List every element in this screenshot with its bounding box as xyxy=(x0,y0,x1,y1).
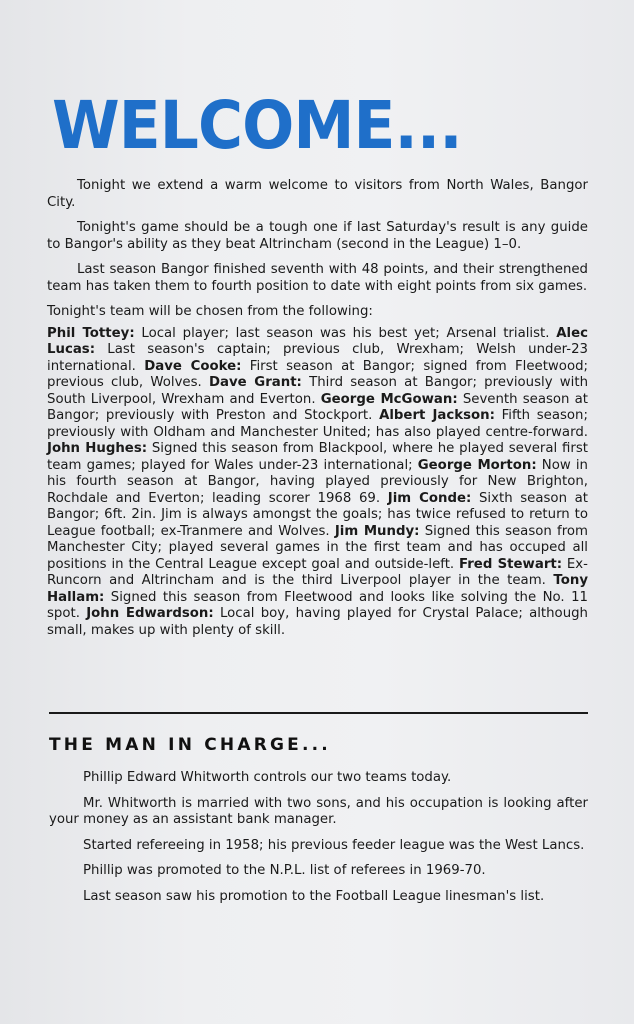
man-in-charge-section xyxy=(49,770,588,914)
welcome-paragraph: Last season Bangor finished seventh with 48 points, and their strengthened team has taken them to fourth position to date with eight points from six games. xyxy=(47,262,588,294)
player-name: John Hughes: xyxy=(47,441,148,456)
player-entry xyxy=(47,606,588,638)
referee-paragraph: Phillip was promoted to the N.P.L. list of referees in 1969-70. xyxy=(83,863,486,878)
player-name: Fred Stewart: xyxy=(459,556,563,572)
player-name: Phil Tottey: xyxy=(47,325,135,341)
player-list xyxy=(47,326,588,640)
player-name: Albert Jackson: xyxy=(379,408,495,423)
player-notes: Signed this season from Manchester City; played several games in the first team and has occuped all positions in the Central League except goal and outside-left. xyxy=(47,523,588,572)
player-notes: Signed this season from Blackpool, where he played several first team games; played for Wales under-23 international; xyxy=(47,441,588,473)
player-name: Jim Conde: xyxy=(387,490,472,506)
team-intro: Tonight's team will be chosen from the following: xyxy=(47,304,373,319)
player-notes: Seventh season at Bangor; previously with Preston and Stockport. xyxy=(47,391,588,423)
player-notes: Fifth season; previously with Oldham and Manchester United; has also played centre-forward. xyxy=(47,408,588,440)
welcome-section xyxy=(47,178,588,648)
player-name: Tony Hallam: xyxy=(47,573,588,605)
player-notes: First season at Bangor; signed from Fleetwood; previous club, Wolves. xyxy=(47,358,588,390)
player-notes: Third season at Bangor; previously with South Liverpool, Wrexham and Everton. xyxy=(47,375,589,407)
player-notes: Sixth season at Bangor; 6ft. 2in. Jim is always amongst the goals; has twice refused to return to League football; ex-Tranmere and Wolves. xyxy=(47,490,588,539)
player-notes: Local player; last season was his best yet; Arsenal trialist. xyxy=(134,325,557,341)
player-notes: Ex-Runcorn and Altrincham and is the third Liverpool player in the team. xyxy=(47,556,588,588)
referee-paragraph: Mr. Whitworth is married with two sons, and his occupation is looking after your money as an assistant bank manager. xyxy=(49,795,588,827)
referee-paragraph: Last season saw his promotion to the Football League linesman's list. xyxy=(83,888,545,904)
referee-paragraph: Phillip Edward Whitworth controls our two teams today. xyxy=(83,770,452,785)
player-name: George McGowan: xyxy=(320,391,458,407)
player-name: Alec Lucas: xyxy=(47,325,588,357)
player-name: Jim Mundy: xyxy=(334,523,420,539)
player-notes: Last season's captain; previous club, Wrexham; Welsh under-23 international. xyxy=(47,342,588,374)
section-divider xyxy=(49,712,588,714)
welcome-paragraph: Tonight's game should be a tough one if last Saturday's result is any guide to Bangor's ability as they beat Altrincham (second in the League) 1–0. xyxy=(47,220,588,252)
player-name: John Edwardson: xyxy=(86,606,214,621)
referee-paragraph: Started refereeing in 1958; his previous feeder league was the West Lancs. xyxy=(83,837,585,853)
player-name: Dave Grant: xyxy=(208,375,302,390)
player-notes: Signed this season from Fleetwood and looks like solving the No. 11 spot. xyxy=(47,589,588,621)
player-name: Dave Cooke: xyxy=(144,358,242,374)
player-name: George Morton: xyxy=(417,457,537,473)
player-notes: Local boy, having played for Crystal Palace; although small, makes up with plenty of skill. xyxy=(47,606,588,638)
welcome-heading: WELCOME... xyxy=(52,87,462,164)
welcome-paragraph: Tonight we extend a warm welcome to visitors from North Wales, Bangor City. xyxy=(47,178,588,210)
player-notes: Now in his fourth season at Bangor, having played previously for New Brighton, Rochdale and Everton; leading scorer 1968 69. xyxy=(47,457,588,506)
man-in-charge-heading: THE MAN IN CHARGE... xyxy=(49,735,331,755)
player-entry xyxy=(47,326,556,341)
